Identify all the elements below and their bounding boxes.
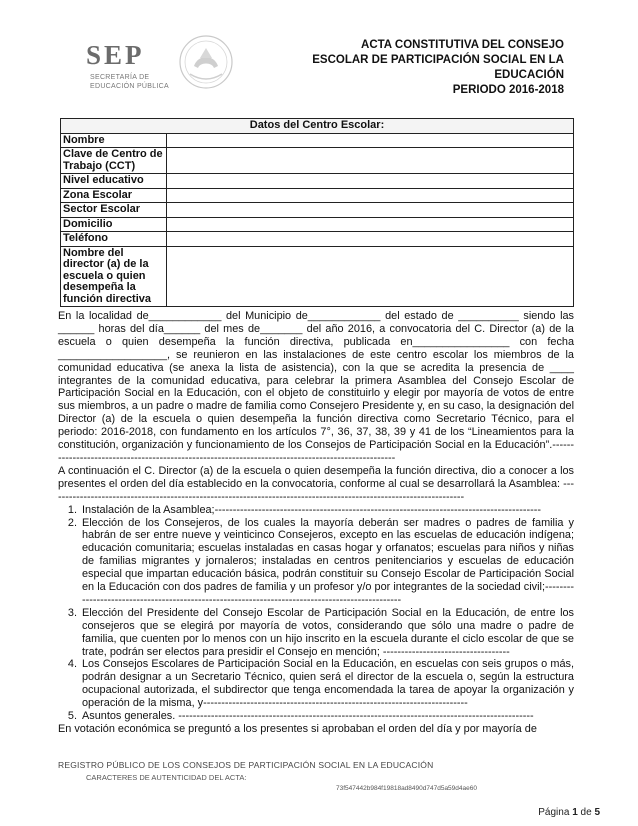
agenda-item: 2. Elección de los Consejeros, de los cuales la mayoría deberán ser madres o padres de familia y habrán de ser entre nueve y veinticinco Consejeros, excepto en las escuelas de educación indígena; educación comunitaria; escuelas instaladas en casas hogar y orfanatos; escuelas para niños y niñas de familias migrantes y jornaleros; instaladas en centros penitenciarios y escuelas de educación especial que impartan educación básica, podrán constituir su Consejo Escolar de Participación Social en la Educación con dos padres de familia y un profesor y/o por integrantes de la sociedad civil;------------------------------------------------------------------------------------------------ [80,517,574,607]
table-row [61,133,574,148]
footer-registry: REGISTRO PÚBLICO DE LOS CONSEJOS DE PARTICIPACIÓN SOCIAL EN LA EDUCACIÓN [58,760,434,770]
page-current: 1 [572,807,578,818]
row-value-nombre[interactable] [167,133,574,148]
footer-auth-label: CARACTERES DE AUTENTICIDAD DEL ACTA: [86,773,247,782]
row-label-nombre: Nombre [61,133,167,148]
title-line-1: ACTA CONSTITUTIVA DEL CONSEJO [361,39,564,51]
row-label-cct: Clave de Centro de Trabajo (CCT) [61,148,167,174]
mexico-seal-icon [170,32,242,94]
row-label-sector: Sector Escolar [61,203,167,218]
agenda-item: 4. Los Consejos Escolares de Participación Social en la Educación, en escuelas con seis grupos o más, podrán designar a un Secretario Técnico, quien será el director de la escuela o, según la estructura ocupacional autorizada, el subdirector que tenga encomendada la tarea de apoyar la organización y operación de la misma, y------------------------------------------------------------------------- [80,658,574,710]
row-value-director[interactable] [167,246,574,307]
table-row [61,232,574,247]
row-value-domicilio[interactable] [167,217,574,232]
table-row [61,148,574,174]
sep-logo-subtitle [90,73,169,91]
row-label-zona: Zona Escolar [61,188,167,203]
page-of: de [580,807,592,818]
row-value-zona[interactable] [167,188,574,203]
page-number [538,807,600,818]
row-value-telefono[interactable] [167,232,574,247]
row-label-director: Nombre del director (a) de la escuela o quien desempeña la función directiva [61,246,167,307]
table-header: Datos del Centro Escolar: [61,119,574,134]
row-value-cct[interactable] [167,148,574,174]
agenda-list [58,504,574,723]
table-row [61,188,574,203]
agenda-item: 5. Asuntos generales. -------------------------------------------------------------------------------------------------- [80,710,574,723]
row-label-telefono: Teléfono [61,232,167,247]
row-value-sector[interactable] [167,203,574,218]
row-label-nivel: Nivel educativo [61,174,167,189]
table-row [61,246,574,307]
row-value-nivel[interactable] [167,174,574,189]
sep-logo-subline-2: EDUCACIÓN PÚBLICA [90,83,170,90]
title-line-3: EDUCACIÓN [494,69,564,81]
agenda-item: 1. Instalación de la Asamblea;------------------------------------------------------------------------------------------ [80,504,574,517]
table-row [61,174,574,189]
page-total: 5 [594,807,600,818]
footer-auth-hash: 73f547442b984f19818ad8490d747d5a59d4ae60 [336,785,477,792]
row-label-domicilio: Domicilio [61,217,167,232]
document-title [264,38,564,98]
act-body [58,310,574,736]
table-row [61,217,574,232]
title-line-4: PERIODO 2016-2018 [452,84,564,96]
sep-logo-subline-1: SECRETARÍA DE [90,74,150,81]
page-word: Página [538,807,570,818]
agenda-item: 3. Elección del Presidente del Consejo Escolar de Participación Social en la Educación, de entre los consejeros que se elegirá por mayoría de votos, considerando que sólo una madre o padre de familia, que cuenten por lo menos con un hijo inscrito en la escuela durante el ciclo escolar de que se trate, podrán ser electos para presidir el Consejo en mención; ----------------------------------- [80,607,574,659]
school-data-table [60,118,574,307]
title-line-2: ESCOLAR DE PARTICIPACIÓN SOCIAL EN LA [312,54,564,66]
paragraph-vote: En votación económica se preguntó a los presentes si aprobaban el orden del día y por mayoría de [58,723,537,735]
table-row [61,203,574,218]
paragraph-agenda: A continuación el C. Director (a) de la escuela o quien desempeña la función directiva, dio a conocer a los presentes el orden del día establecido en la convocatoria, conforme al cual se desarrollará la Asamblea: ------------------------------------------------------------------------------------------------------------------- [58,464,574,503]
paragraph-intro: En la localidad de____________ del Municipio de____________ del estado de __________ siendo las ______ horas del día______ del mes de_______ del año 2016, a convocatoria del C. Director (a) de la escuela o quien desempeña la función directiva, publicada en________________ con fecha __________________, se reunieron en las instalaciones de este centro escolar los miembros de la comunidad educativa (se anexa la lista de asistencia), con la que se acredita la presencia de ____ integrantes de la comunidad educativa, para celebrar la primera Asamblea del Consejo Escolar de Participación Social en la Educación, con el objeto de constituirlo y elegir por mayoría de votos de entre sus miembros, a un padre o madre de familia como Consejero Presidente y, en su caso, la designación del Director (a) de la escuela o quien desempeña la función directiva como Secretario Técnico, para el periodo: 2016-2018, con fundamento en los artículos 7°, 36, 37, 38, 39 y 41 de los “Lineamientos para la constitución, organización y funcionamiento de los Consejos de Participación Social en la Educación”.--------------------------------------------------------------------------------------------------- [58,310,574,464]
sep-logo-text: SEP [86,40,145,70]
